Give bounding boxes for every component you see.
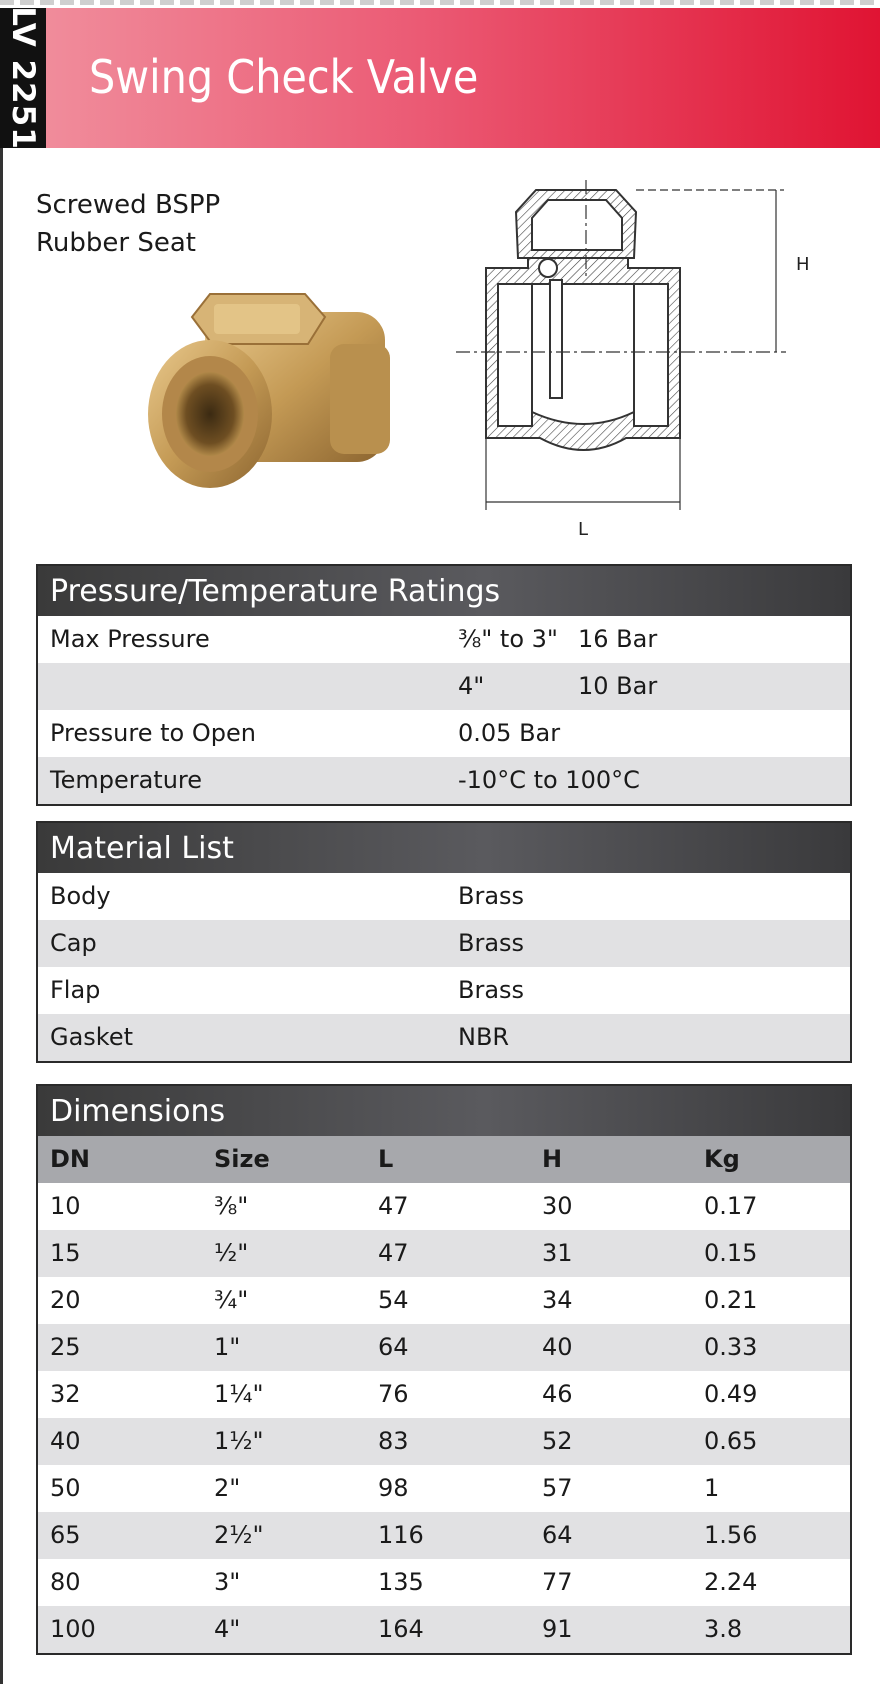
table-row <box>38 757 850 804</box>
dimensions-table-title: Dimensions <box>38 1086 850 1136</box>
cell-l: 76 <box>378 1380 409 1408</box>
table-row <box>38 1418 850 1465</box>
cell-h: 64 <box>542 1521 573 1549</box>
cell-l: 98 <box>378 1474 409 1502</box>
material-part: Flap <box>50 976 101 1004</box>
cell-dn: 15 <box>50 1239 81 1267</box>
column-header-size: Size <box>214 1145 270 1173</box>
table-row <box>38 873 850 920</box>
cell-dn: 40 <box>50 1427 81 1455</box>
table-row <box>38 1606 850 1653</box>
table-row <box>38 1277 850 1324</box>
material-part: Body <box>50 882 111 910</box>
product-code-tab <box>0 8 46 148</box>
cell-kg: 0.17 <box>704 1192 758 1220</box>
row-label: Pressure to Open <box>50 719 256 747</box>
table-row <box>38 1324 850 1371</box>
cell-size: ⅜" <box>214 1192 249 1220</box>
cell-size: 1½" <box>214 1427 264 1455</box>
title-banner <box>46 8 880 148</box>
table-row <box>38 710 850 757</box>
cell-h: 40 <box>542 1333 573 1361</box>
column-header-h: H <box>542 1145 563 1173</box>
cell-dn: 20 <box>50 1286 81 1314</box>
material-value: Brass <box>458 929 525 957</box>
row-value: -10°C to 100°C <box>458 766 640 794</box>
row-value-2: 16 Bar <box>578 625 658 653</box>
cell-h: 31 <box>542 1239 573 1267</box>
cell-l: 116 <box>378 1521 424 1549</box>
column-header-l: L <box>378 1145 394 1173</box>
cell-size: 2½" <box>214 1521 264 1549</box>
dimensions-body <box>38 1183 850 1653</box>
intro-line-seat: Rubber Seat <box>36 228 196 258</box>
top-dashed-rule <box>0 0 880 5</box>
product-intro <box>36 186 220 262</box>
cell-l: 135 <box>378 1568 424 1596</box>
material-part: Cap <box>50 929 97 957</box>
cell-kg: 2.24 <box>704 1568 758 1596</box>
row-label: Max Pressure <box>50 625 210 653</box>
material-part: Gasket <box>50 1023 134 1051</box>
cell-l: 64 <box>378 1333 409 1361</box>
table-row <box>38 1183 850 1230</box>
row-value: ⅜" to 3" <box>458 625 558 653</box>
cell-l: 83 <box>378 1427 409 1455</box>
cell-h: 34 <box>542 1286 573 1314</box>
material-value: NBR <box>458 1023 510 1051</box>
cell-h: 77 <box>542 1568 573 1596</box>
dimensions-table <box>36 1084 852 1655</box>
cell-h: 46 <box>542 1380 573 1408</box>
table-row <box>38 1559 850 1606</box>
cell-kg: 3.8 <box>704 1615 743 1643</box>
cell-dn: 65 <box>50 1521 81 1549</box>
material-table-title: Material List <box>38 823 850 873</box>
table-row <box>38 920 850 967</box>
table-row <box>38 967 850 1014</box>
left-margin-line <box>0 148 3 1684</box>
table-row <box>38 1465 850 1512</box>
cell-h: 57 <box>542 1474 573 1502</box>
table-row <box>38 663 850 710</box>
cell-dn: 80 <box>50 1568 81 1596</box>
cell-kg: 0.49 <box>704 1380 758 1408</box>
table-row <box>38 616 850 663</box>
column-header-dn: DN <box>50 1145 91 1173</box>
cell-size: 4" <box>214 1615 241 1643</box>
column-header-kg: Kg <box>704 1145 740 1173</box>
cell-l: 164 <box>378 1615 424 1643</box>
cell-size: ½" <box>214 1239 249 1267</box>
pressure-table <box>36 564 852 806</box>
material-value: Brass <box>458 976 525 1004</box>
table-row <box>38 1512 850 1559</box>
cell-h: 30 <box>542 1192 573 1220</box>
cell-size: 3" <box>214 1568 241 1596</box>
valve-photo <box>130 272 400 512</box>
intro-line-connection: Screwed BSPP <box>36 190 221 220</box>
product-code: LV 2251 <box>5 6 41 150</box>
cell-kg: 0.15 <box>704 1239 758 1267</box>
cell-kg: 1.56 <box>704 1521 758 1549</box>
material-table <box>36 821 852 1063</box>
table-row <box>38 1230 850 1277</box>
cell-kg: 0.65 <box>704 1427 758 1455</box>
cell-size: 2" <box>214 1474 241 1502</box>
row-value-2: 10 Bar <box>578 672 658 700</box>
row-label: Temperature <box>50 766 203 794</box>
cell-h: 52 <box>542 1427 573 1455</box>
length-label: L <box>578 519 589 540</box>
cell-dn: 25 <box>50 1333 81 1361</box>
dimensions-header-row <box>38 1136 850 1183</box>
cell-dn: 10 <box>50 1192 81 1220</box>
cell-dn: 32 <box>50 1380 81 1408</box>
page-title: Swing Check Valve <box>89 50 479 104</box>
cell-dn: 100 <box>50 1615 96 1643</box>
table-row <box>38 1014 850 1061</box>
row-value: 4" <box>458 672 485 700</box>
cell-dn: 50 <box>50 1474 81 1502</box>
cell-kg: 0.33 <box>704 1333 758 1361</box>
height-label: H <box>796 254 810 275</box>
cell-size: 1¼" <box>214 1380 264 1408</box>
cell-kg: 0.21 <box>704 1286 758 1314</box>
pressure-table-title: Pressure/Temperature Ratings <box>38 566 850 616</box>
table-row <box>38 1371 850 1418</box>
section-drawing <box>456 180 826 546</box>
cell-l: 47 <box>378 1239 409 1267</box>
cell-size: 1" <box>214 1333 241 1361</box>
cell-h: 91 <box>542 1615 573 1643</box>
cell-l: 47 <box>378 1192 409 1220</box>
material-value: Brass <box>458 882 525 910</box>
row-value: 0.05 Bar <box>458 719 561 747</box>
cell-size: ¾" <box>214 1286 249 1314</box>
cell-kg: 1 <box>704 1474 720 1502</box>
cell-l: 54 <box>378 1286 409 1314</box>
